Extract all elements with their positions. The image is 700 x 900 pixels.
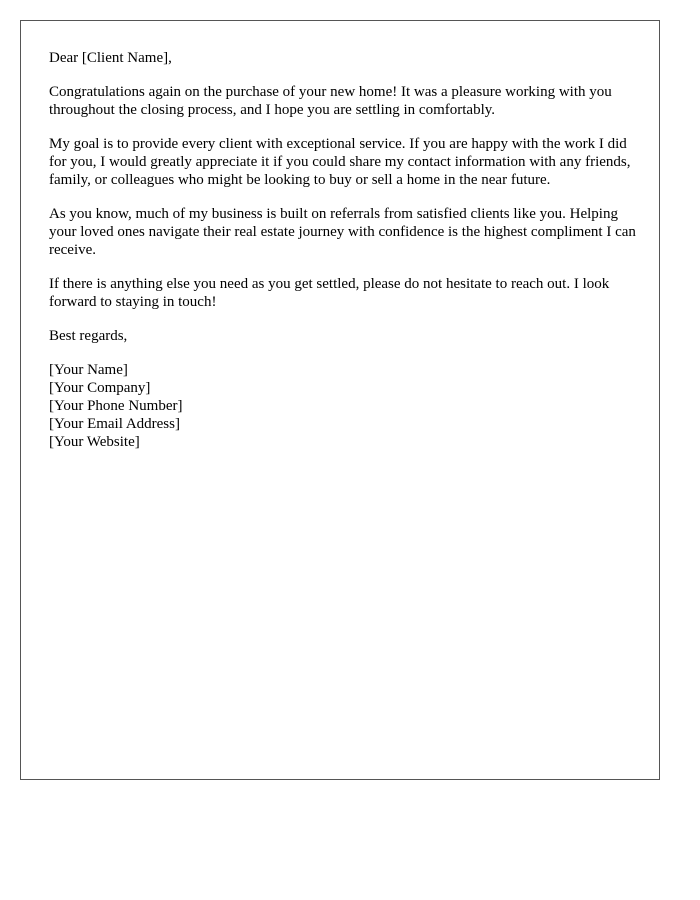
closing: Best regards, [49, 328, 128, 344]
salutation: Dear [Client Name], [49, 50, 172, 66]
signature-block [49, 361, 639, 451]
letter-page [20, 20, 660, 780]
paragraph-closing-note: If there is anything else you need as you get settled, please do not hesitate to reach out. I look forward to staying in touch! [49, 276, 610, 310]
signature-website: [Your Website] [49, 434, 140, 450]
paragraph-referral-request: My goal is to provide every client with exceptional service. If you are happy with the work I did for you, I would greatly appreciate it if you could share my contact information with any friends, family, or colleagues who might be looking to buy or sell a home in the near future. [49, 136, 631, 188]
signature-email: [Your Email Address] [49, 416, 180, 432]
signature-name: [Your Name] [49, 362, 128, 378]
paragraph-business-referrals: As you know, much of my business is built on referrals from satisfied clients like you. Helping your loved ones navigate their real estate journey with confidence is the highest compliment I can receive. [49, 206, 636, 258]
paragraph-congratulations: Congratulations again on the purchase of your new home! It was a pleasure working with you throughout the closing process, and I hope you are settling in comfortably. [49, 84, 612, 118]
letter-body [49, 49, 639, 451]
signature-company: [Your Company] [49, 380, 151, 396]
signature-phone: [Your Phone Number] [49, 398, 183, 414]
